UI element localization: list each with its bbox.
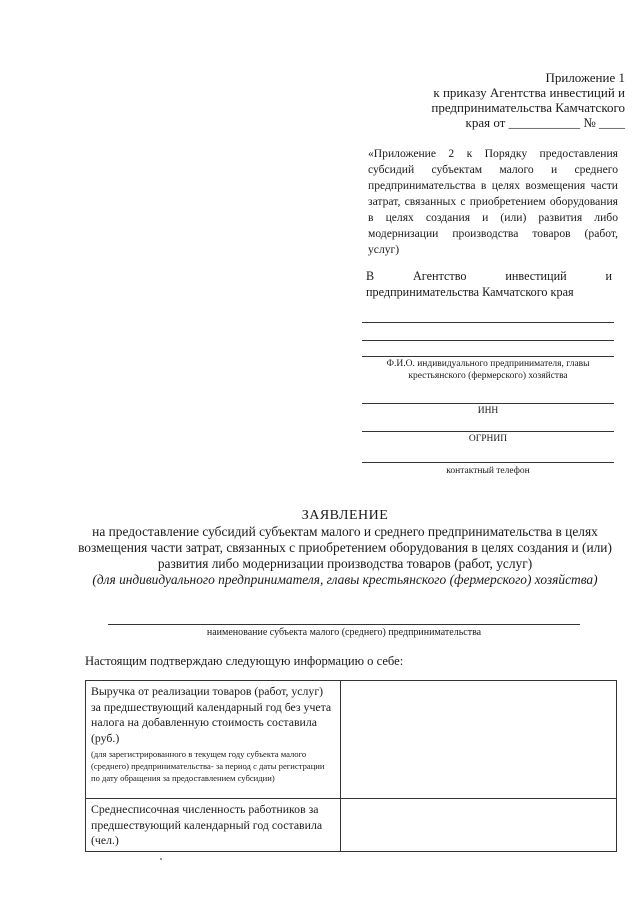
subject-name-line[interactable]	[108, 624, 580, 625]
inn-caption: ИНН	[477, 406, 499, 416]
headcount-label: Среднесписочная численность работников за предшествующий календарный год составила (чел.)	[91, 802, 323, 847]
applicant-line-2[interactable]	[362, 340, 614, 341]
statement-line-2: возмещения части затрат, связанных с приобретением оборудования в целях создания и (или)	[78, 540, 612, 555]
recipient-word-1: В	[366, 269, 375, 283]
recipient-line-2: предпринимательства Камчатского края	[366, 285, 574, 299]
statement-line-3: развития либо модернизации производства товаров (работ, услуг)	[157, 556, 533, 571]
info-table	[85, 680, 617, 852]
recipient-line-1	[366, 268, 612, 284]
headcount-label-cell	[86, 799, 341, 852]
scan-dot	[160, 858, 162, 860]
recipient-block	[366, 268, 612, 300]
inn-field-line[interactable]	[362, 403, 614, 404]
ogrnip-field-line[interactable]	[362, 431, 614, 432]
appendix-header	[420, 70, 625, 130]
revenue-label: Выручка от реализации товаров (работ, услуг) за предшествующий календарный год без учета налога на добавленную стоимость составила (руб.)	[91, 684, 332, 745]
statement-line-1: на предоставление субсидий субъектам малого и среднего предпринимательства в целях	[92, 524, 598, 539]
appendix-2-reference: «Приложение 2 к Порядку предоставления субсидий субъектам малого и среднего предпринимательства в целях возмещения части затрат, связанных с приобретением оборудования в целях создания и (или) развития либо модернизации производства товаров (работ, услуг)	[368, 147, 618, 256]
appendix-line-3: предпринимательства Камчатского	[431, 100, 625, 115]
applicant-line-3[interactable]	[362, 356, 614, 357]
statement-heading: ЗАЯВЛЕНИЕ	[301, 508, 389, 523]
revenue-label-cell	[86, 681, 341, 799]
fio-caption: Ф.И.О. индивидуального предпринимателя, главы крестьянского (фермерского) хозяйства	[386, 359, 590, 381]
revenue-note: (для зарегистрированного в текущем году субъекта малого (среднего) предпринимательства- за период с даты регистрации по дату обращения за предоставлением субсидии)	[91, 749, 325, 783]
confirm-text: Настоящим подтверждаю следующую информацию о себе:	[85, 654, 404, 668]
table-row-headcount	[86, 799, 617, 852]
table-row-revenue	[86, 681, 617, 799]
phone-field-line[interactable]	[362, 462, 614, 463]
appendix-line-4: края от ___________ № ____	[465, 115, 625, 130]
appendix-line-1: Приложение 1	[545, 70, 625, 85]
applicant-line-1[interactable]	[362, 322, 614, 323]
recipient-word-2: Агентство	[412, 269, 467, 283]
statement-title	[70, 508, 620, 588]
statement-line-4: (для индивидуального предпринимателя, главы крестьянского (фермерского) хозяйства)	[92, 572, 598, 587]
phone-caption: контактный телефон	[446, 466, 530, 476]
recipient-word-3: инвестиций	[505, 269, 567, 283]
revenue-value-cell[interactable]	[341, 681, 617, 799]
headcount-value-cell[interactable]	[341, 799, 617, 852]
subject-name-caption: наименование субъекта малого (среднего) предпринимательства	[206, 627, 482, 638]
ogrnip-caption: ОГРНИП	[468, 434, 508, 444]
recipient-word-4: и	[605, 269, 612, 283]
appendix-line-2: к приказу Агентства инвестиций и	[433, 85, 625, 100]
